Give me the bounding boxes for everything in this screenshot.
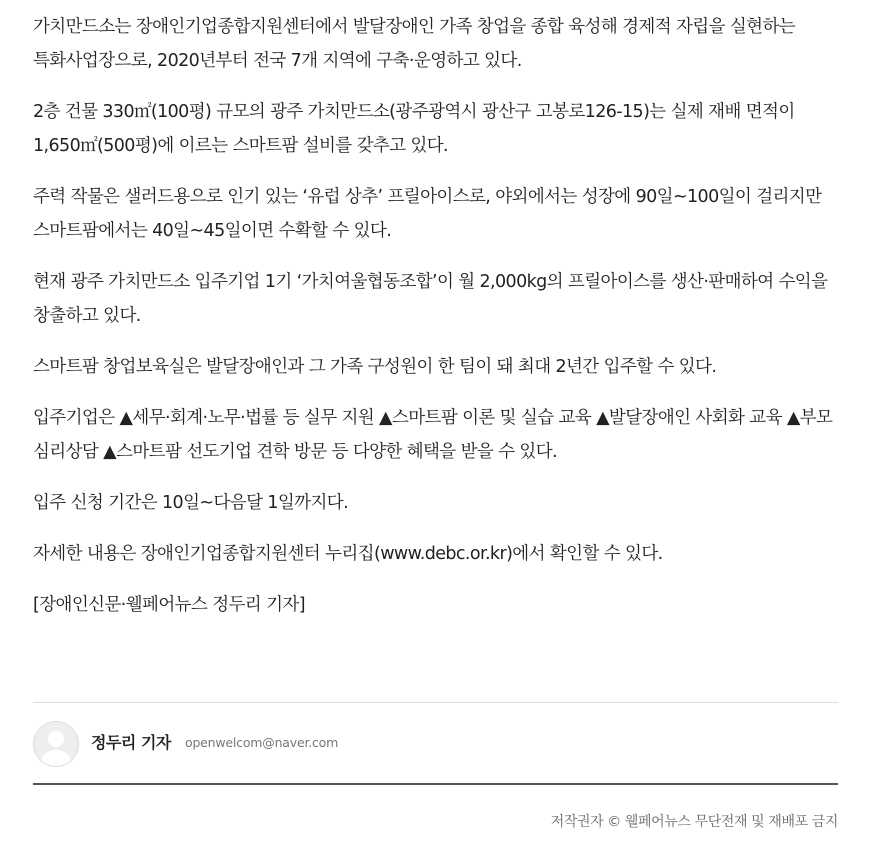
reporter-name[interactable]: 정두리 기자 (91, 733, 171, 752)
paragraph-intro: 가치만드소는 장애인기업종합지원센터에서 발달장애인 가족 창업을 종합 육성해 경제적 자립을 실현하는 특화사업장으로, 2020년부터 전국 7개 지역에 구축·운영하고 있다. (33, 17, 796, 71)
paragraph-facility: 2층 건물 330㎡(100평) 규모의 광주 가치만드소(광주광역시 광산구 고봉로126-15)는 실제 재배 면적이 1,650㎡(500평)에 이르는 스마트팜 설비를 갖추고 있다. (33, 102, 795, 156)
paragraph-benefits: 입주기업은 ▲세무·회계·노무·법률 등 실무 지원 ▲스마트팜 이론 및 실습 교육 ▲발달장애인 사회화 교육 ▲부모 심리상담 ▲스마트팜 선도기업 견학 방문 등 다양한 혜택을 받을 수 있다. (33, 408, 833, 462)
paragraph-application-period: 입주 신청 기간은 10일~다음달 1일까지다. (33, 493, 349, 513)
copyright-notice: 저작권자 © 웰페어뉴스 무단전재 및 재배포 금지 (550, 814, 838, 830)
paragraph-current-tenant: 현재 광주 가치만드소 입주기업 1기 ‘가치여울협동조합’이 월 2,000kg의 프릴아이스를 생산·판매하여 수익을 창출하고 있다. (33, 272, 828, 326)
paragraph-incubation: 스마트팜 창업보육실은 발달장애인과 그 가족 구성원이 한 팀이 돼 최대 2년간 입주할 수 있다. (33, 357, 717, 377)
article-body (33, 10, 838, 622)
paragraph-more-info: 자세한 내용은 장애인기업종합지원센터 누리집(www.debc.or.kr)에서 확인할 수 있다. (33, 544, 663, 564)
paragraph-crop: 주력 작물은 샐러드용으로 인기 있는 ‘유럽 상추’ 프릴아이스로, 야외에서는 성장에 90일~100일이 걸리지만 스마트팜에서는 40일~45일이면 수확할 수 있다. (33, 187, 822, 241)
reporter-byline (33, 702, 838, 785)
paragraph-source: [장애인신문·웰페어뉴스 정두리 기자] (33, 595, 305, 615)
reporter-email[interactable]: openwelcom@naver.com (185, 735, 339, 750)
person-avatar-icon (33, 721, 79, 767)
